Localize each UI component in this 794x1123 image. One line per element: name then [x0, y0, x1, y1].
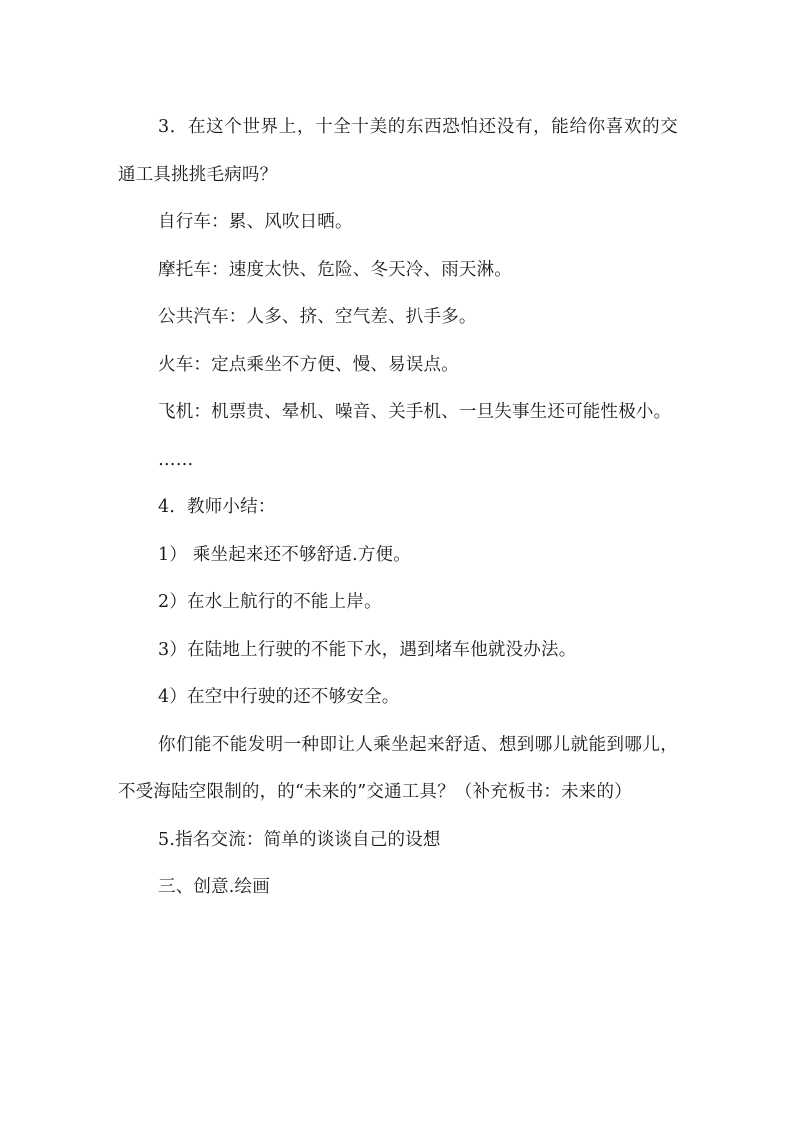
section-heading-creative-drawing: 三、创意.绘画	[158, 877, 270, 897]
paragraph-invention-question: 你们能不能发明一种即让人乘坐起来舒适、想到哪儿就能到哪儿，不受海陆空限制的，的“未来的”交通工具？（补充板书：未来的）	[118, 734, 678, 802]
paragraph-summary-3: 3）在陆地上行驶的不能下水，遇到堵车他就没办法。	[158, 639, 577, 660]
document-body	[118, 104, 678, 912]
paragraph-exchange: 5.指名交流：简单的谈谈自己的设想	[158, 829, 441, 850]
paragraph-summary-1: 1） 乘坐起来还不够舒适.方便。	[158, 544, 411, 565]
paragraph-bus: 公共汽车：人多、挤、空气差、扒手多。	[158, 307, 477, 327]
paragraph-bicycle: 自行车：累、风吹日晒。	[158, 212, 353, 232]
paragraph-ellipsis: ……	[158, 449, 194, 470]
paragraph-teacher-summary: 4．教师小结：	[158, 497, 276, 517]
paragraph-motorcycle: 摩托车：速度太快、危险、冬天冷、雨天淋。	[158, 259, 512, 280]
paragraph-question-3: 3．在这个世界上，十全十美的东西恐怕还没有，能给你喜欢的交通工具挑挑毛病吗？	[118, 117, 678, 185]
paragraph-summary-4: 4）在空中行驶的还不够安全。	[158, 687, 400, 707]
paragraph-airplane: 飞机：机票贵、晕机、噪音、关手机、一旦失事生还可能性极小。	[158, 402, 672, 422]
paragraph-summary-2: 2）在水上航行的不能上岸。	[158, 592, 382, 612]
paragraph-train: 火车：定点乘坐不方便、慢、易误点。	[158, 354, 459, 375]
